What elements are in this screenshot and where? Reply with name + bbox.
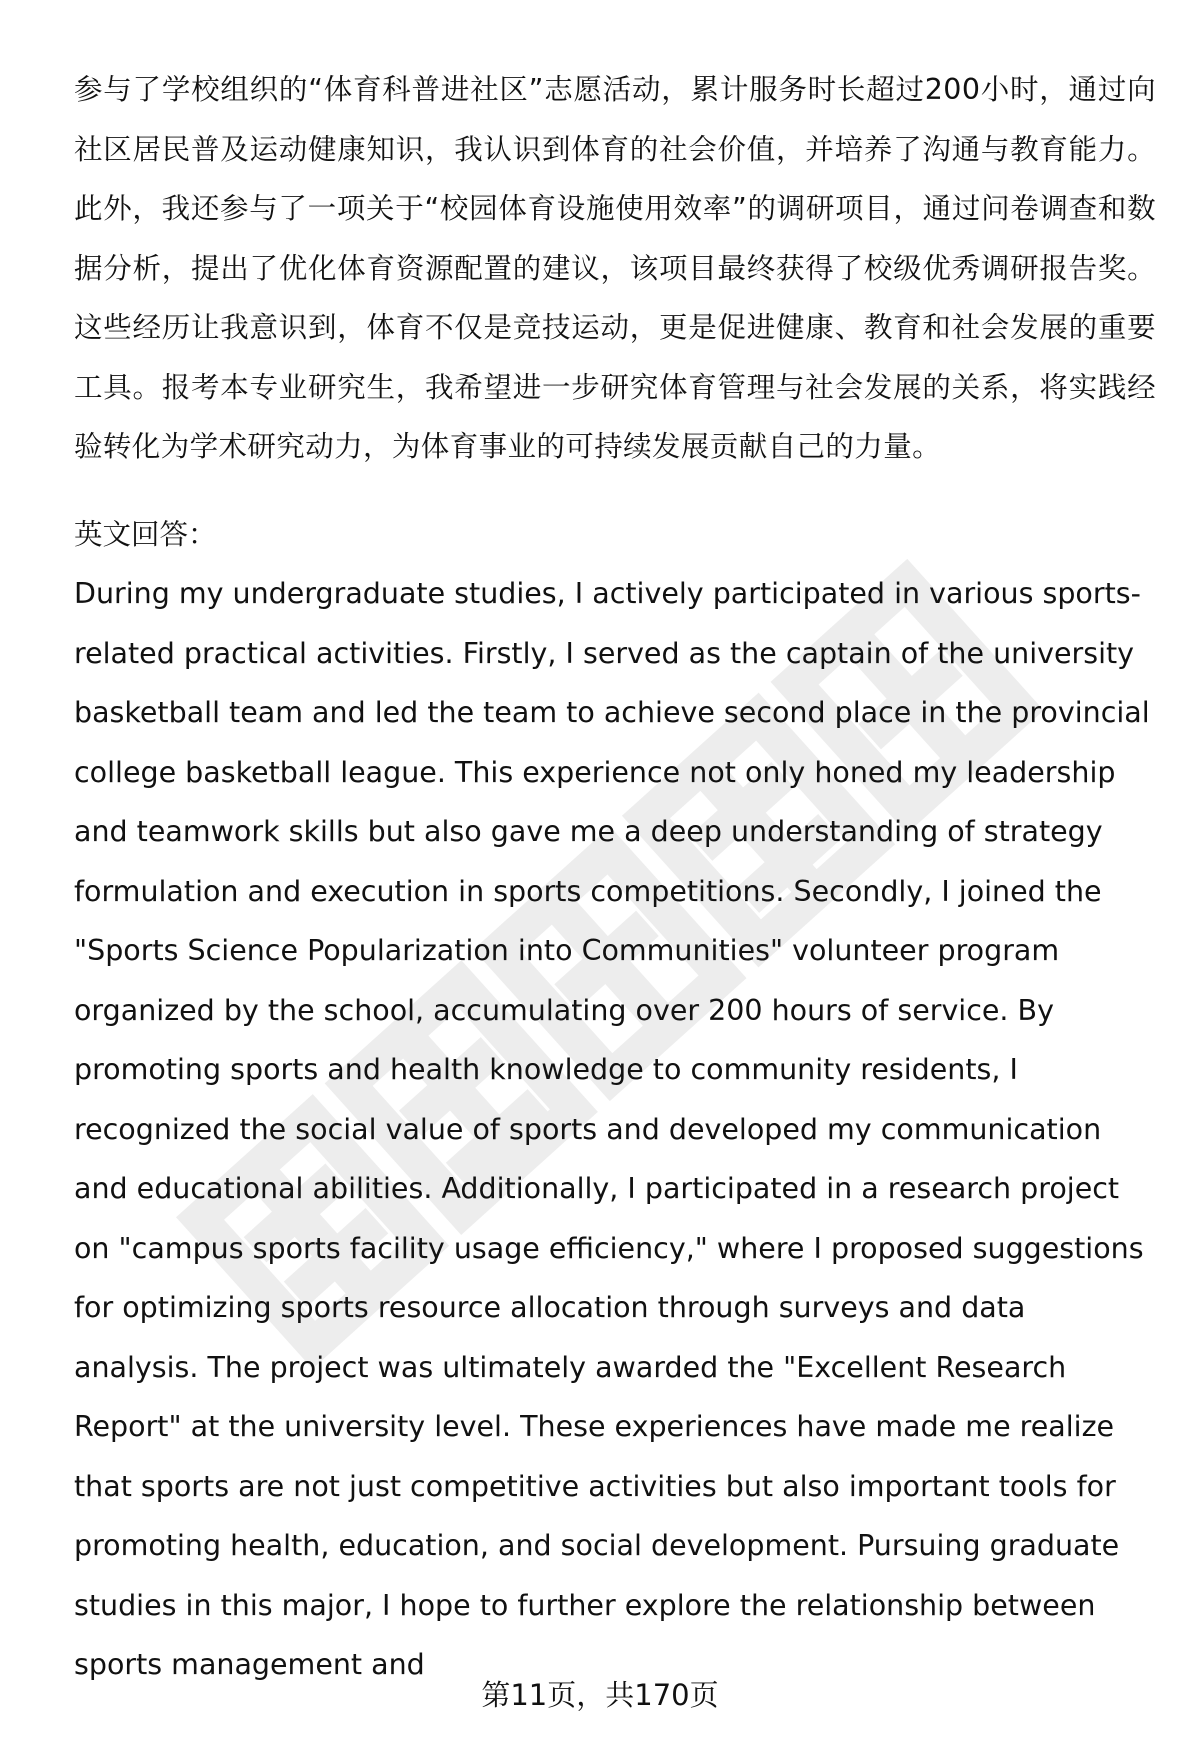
english-answer-heading: 英文回答： <box>74 517 217 551</box>
chinese-paragraph: 参与了学校组织的“体育科普进社区”志愿活动，累计服务时长超过200小时，通过向社区居民普及运动健康知识，我认识到体育的社会价值，并培养了沟通与教育能力。此外，我还参与了一项关于“校园体育设施使用效率”的调研项目，通过问卷调查和数据分析，提出了优化体育资源配置的建议，该项目最终获得了校级优秀调研报告奖。这些经历让我意识到，体育不仅是竞技运动，更是促进健康、教育和社会发展的重要工具。报考本专业研究生，我希望进一步研究体育管理与社会发展的关系，将实践经验转化为学术研究动力，为体育事业的可持续发展贡献自己的力量。 <box>74 73 1156 463</box>
page-footer: 第11页，共170页 <box>481 1678 719 1712</box>
document-body <box>74 60 1156 1695</box>
english-paragraph: During my undergraduate studies, I actively participated in various sports-related practical activities. Firstly, I served as the captain of the university basketball team and led the team to achieve second place in the provincial college basketball league. This experience not only honed my leadership and teamwork skills but also gave me a deep understanding of strategy formulation and execution in sports competitions. Secondly, I joined the "Sports Science Popularization into Communities" volunteer program organized by the school, accumulating over 200 hours of service. By promoting sports and health knowledge to community residents, I recognized the social value of sports and developed my communication and educational abilities. Additionally, I participated in a research project on "campus sports facility usage efficiency," where I proposed suggestions for optimizing sports resource allocation through surveys and data analysis. The project was ultimately awarded the "Excellent Research Report" at the university level. These experiences have made me realize that sports are not just competitive activities but also important tools for promoting health, education, and social development. Pursuing graduate studies in this major, I hope to further explore the relationship between sports management and <box>74 577 1150 1681</box>
